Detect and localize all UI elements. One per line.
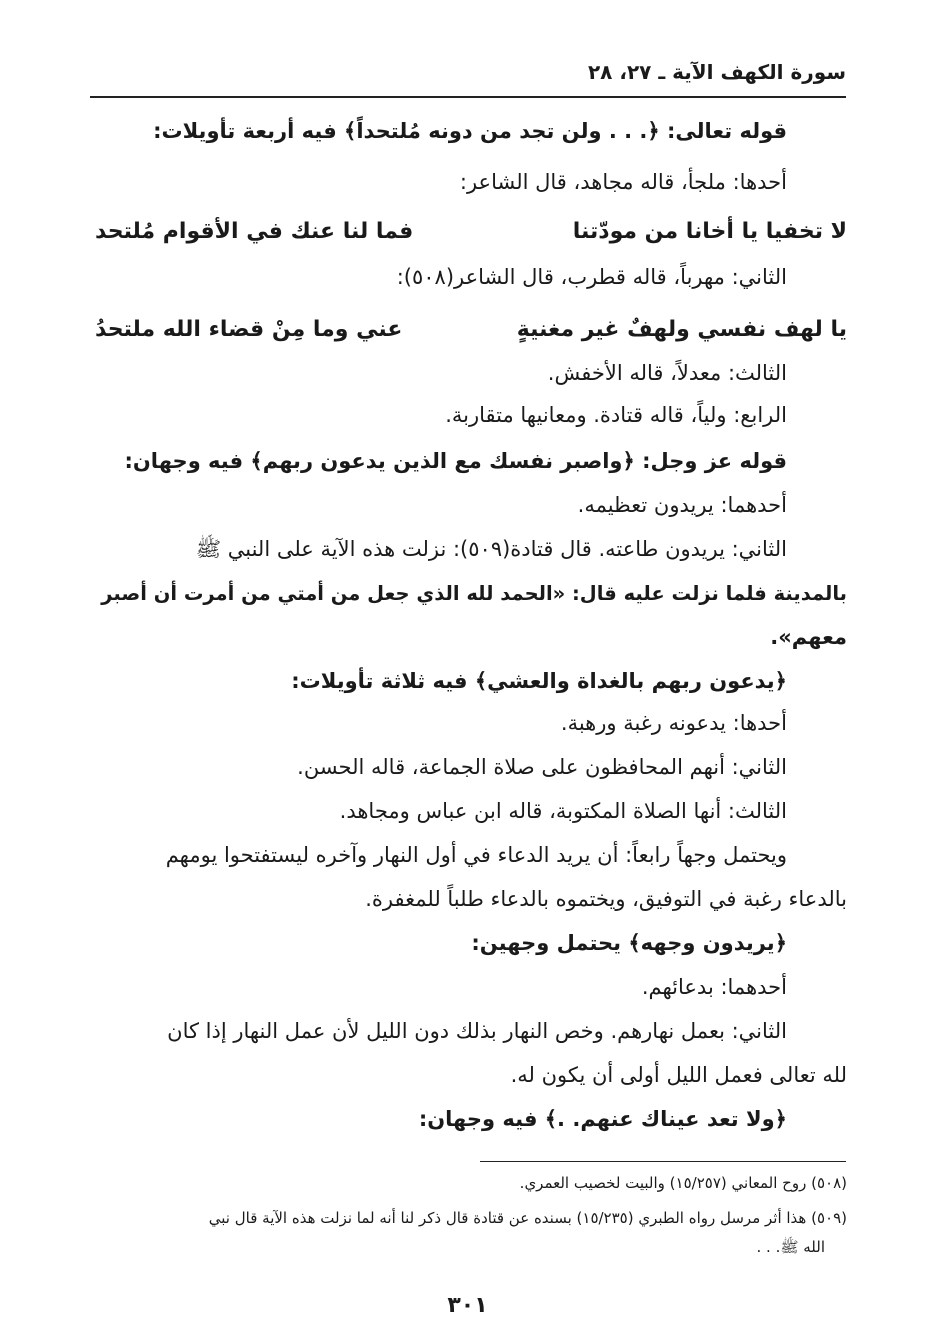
footnote-continuation: الله ﷺ. . . bbox=[756, 1238, 825, 1256]
text-line: بالمدينة فلما نزلت عليه قال: «الحمد لله الذي جعل من أمتي من أمرت أن أصبر bbox=[101, 582, 847, 605]
page-number: ٣٠١ bbox=[447, 1293, 488, 1318]
verse-hemistich: فما لنا عنك في الأقوام مُلتحد bbox=[95, 219, 414, 244]
verse-hemistich: عني وما مِنْ قضاء الله ملتحدُ bbox=[95, 317, 403, 342]
verse-hemistich: لا تخفيا يا أخانا من مودّتنا bbox=[572, 219, 847, 244]
poetry-verse-2 bbox=[95, 314, 847, 346]
text-line: ﴿ولا تعد عيناك عنهم. .﴾ فيه وجهان: bbox=[418, 1107, 787, 1131]
text-line: ويحتمل وجهاً رابعاً: أن يريد الدعاء في أول النهار وآخره ليستفتحوا يومهم bbox=[165, 843, 787, 867]
footnote: (٥٠٩) هذا أثر مرسل رواه الطبري (١٥/٢٣٥) بسنده عن قتادة قال ذكر لنا أنه لما نزلت هذه الآية قال نبي bbox=[208, 1209, 847, 1227]
text-line: قوله عز وجل: ﴿واصبر نفسك مع الذين يدعون ربهم﴾ فيه وجهان: bbox=[124, 449, 787, 473]
text-line: الثاني: مهرباً، قاله قطرب، قال الشاعر(٥٠٨): bbox=[396, 265, 787, 289]
text-line: أحدها: يدعونه رغبة ورهبة. bbox=[560, 711, 787, 735]
verse-hemistich: يا لهف نفسي ولهفٌ غير مغنيةٍ bbox=[516, 317, 847, 342]
header-title: سورة الكهف الآية ـ ٢٧، ٢٨ bbox=[587, 60, 846, 84]
running-header bbox=[90, 58, 846, 98]
text-line: الثاني: بعمل نهارهم. وخص النهار بذلك دون الليل لأن عمل النهار إذا كان bbox=[167, 1019, 787, 1043]
footnote: (٥٠٨) روح المعاني (١٥/٢٥٧) والبيت لخصيب العمري. bbox=[519, 1174, 847, 1192]
text-line: الرابع: ولياً، قاله قتادة. ومعانيها متقاربة. bbox=[445, 403, 787, 427]
poetry-verse-1 bbox=[95, 216, 847, 248]
text-line: لله تعالى فعمل الليل أولى أن يكون له. bbox=[510, 1063, 847, 1087]
text-line: الثالث: أنها الصلاة المكتوبة، قاله ابن عباس ومجاهد. bbox=[339, 799, 787, 823]
footnote-rule bbox=[480, 1161, 846, 1162]
header-rule bbox=[90, 96, 846, 98]
text-line: الثالث: معدلاً، قاله الأخفش. bbox=[547, 361, 787, 385]
text-line: أحدهما: بدعائهم. bbox=[641, 975, 787, 999]
text-line: ﴿يريدون وجهه﴾ يحتمل وجهين: bbox=[471, 931, 787, 955]
text-line: ﴿يدعون ربهم بالغداة والعشي﴾ فيه ثلاثة تأويلات: bbox=[291, 669, 787, 693]
text-line: الثاني: أنهم المحافظون على صلاة الجماعة، قاله الحسن. bbox=[297, 755, 787, 779]
text-line: بالدعاء رغبة في التوفيق، ويختموه بالدعاء طلباً للمغفرة. bbox=[365, 887, 847, 911]
text-line: أحدها: ملجأ، قاله مجاهد، قال الشاعر: bbox=[459, 170, 787, 194]
text-line: قوله تعالى: ﴿. . . ولن تجد من دونه مُلتحداً﴾ فيه أربعة تأويلات: bbox=[153, 119, 787, 143]
text-line: الثاني: يريدون طاعته. قال قتادة(٥٠٩): نزلت هذه الآية على النبي ﷺ bbox=[195, 537, 787, 561]
text-line: أحدهما: يريدون تعظيمه. bbox=[577, 493, 787, 517]
text-line: معهم». bbox=[770, 625, 847, 649]
